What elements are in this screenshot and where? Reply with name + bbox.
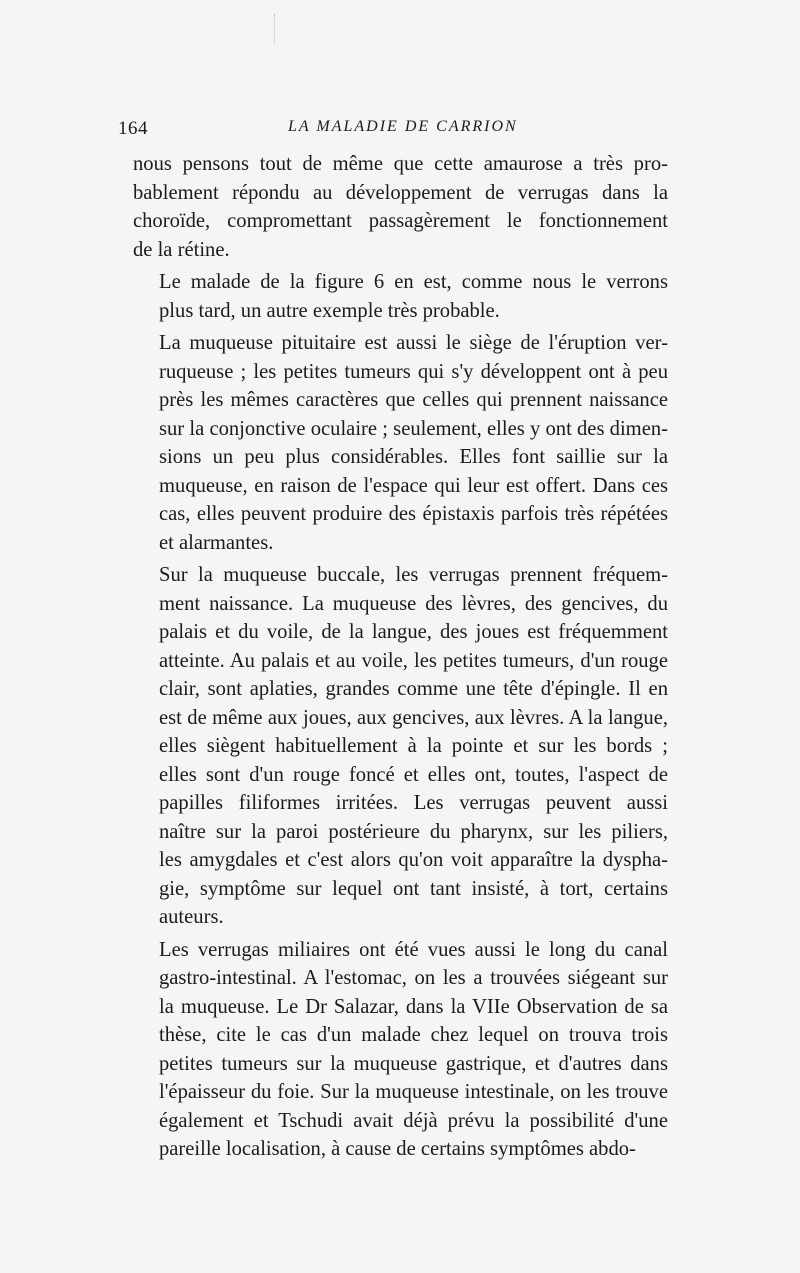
paragraph	[133, 936, 668, 1164]
text-line: naître sur la paroi postérieure du pharynx, sur les piliers,	[159, 820, 668, 843]
paragraph	[133, 268, 668, 325]
text-line: elles siègent habituellement à la pointe et sur les bords ;	[159, 735, 668, 757]
running-header	[118, 118, 678, 142]
text-line: plus tard, un autre exemple très probable.	[159, 299, 500, 322]
text-line: La muqueuse pituitaire est aussi le siège de l'éruption ver-	[159, 332, 668, 354]
text-line: gastro-intestinal. A l'estomac, on les a trouvées siégeant sur	[159, 967, 668, 989]
text-line: palais et du voile, de la langue, des joues est fréquemment	[159, 621, 668, 643]
text-line: également et Tschudi avait déjà prévu la possibilité d'une	[159, 1109, 668, 1132]
text-line: pareille localisation, à cause de certains symptômes abdo-	[159, 1138, 636, 1160]
running-title: LA MALADIE DE CARRION	[288, 118, 518, 135]
text-line: l'épaisseur du foie. Sur la muqueuse intestinale, on les trouve	[159, 1081, 668, 1103]
text-line: muqueuse, en raison de l'espace qui leur est offert. Dans ces	[159, 474, 668, 497]
body-text	[133, 150, 668, 1164]
text-line: ment naissance. La muqueuse des lèvres, des gencives, du	[159, 592, 668, 615]
text-line: sions un peu plus considérables. Elles font saillie sur la	[159, 446, 668, 468]
text-line: papilles filiformes irritées. Les verrugas peuvent aussi	[159, 792, 668, 814]
page-number: 164	[118, 118, 148, 139]
paragraph	[133, 329, 668, 557]
text-line: Le malade de la figure 6 en est, comme nous le verrons	[159, 271, 668, 293]
paragraph	[133, 150, 668, 264]
text-line: Les verrugas miliaires ont été vues aussi le long du canal	[159, 938, 668, 961]
text-line: de la rétine.	[133, 238, 230, 261]
text-line: Sur la muqueuse buccale, les verrugas prennent fréquem-	[159, 564, 668, 586]
text-line: sur la conjonctive oculaire ; seulement, elles y ont des dimen-	[159, 417, 668, 440]
text-line: bablement répondu au développement de verrugas dans la	[133, 181, 668, 204]
text-line: atteinte. Au palais et au voile, les petites tumeurs, d'un rouge	[159, 649, 668, 672]
text-line: la muqueuse. Le Dr Salazar, dans la VIIe Observation de sa	[159, 995, 668, 1018]
text-line: cas, elles peuvent produire des épistaxis parfois très répétées	[159, 503, 668, 525]
text-line: clair, sont aplaties, grandes comme une tête d'épingle. Il en	[159, 678, 668, 700]
text-line: nous pensons tout de même que cette amaurose a très pro-	[133, 153, 668, 175]
text-line: les amygdales et c'est alors qu'on voit apparaître la dyspha-	[159, 849, 668, 871]
paragraph	[133, 561, 668, 932]
text-line: petites tumeurs sur la muqueuse gastrique, et d'autres dans	[159, 1052, 668, 1075]
text-line: et alarmantes.	[159, 531, 274, 554]
text-line: elles sont d'un rouge foncé et elles ont, toutes, l'aspect de	[159, 763, 668, 786]
text-line: près les mêmes caractères que celles qui prennent naissance	[159, 389, 668, 411]
text-line: choroïde, compromettant passagèrement le fonctionnement	[133, 210, 668, 232]
text-line: est de même aux joues, aux gencives, aux lèvres. A la langue,	[159, 706, 668, 729]
text-line: ruqueuse ; les petites tumeurs qui s'y développent ont à peu	[159, 360, 668, 383]
text-line: thèse, cite le cas d'un malade chez lequel on trouva trois	[159, 1024, 668, 1046]
text-line: gie, symptôme sur lequel ont tant insisté, à tort, certains	[159, 877, 668, 900]
text-line: auteurs.	[159, 906, 224, 928]
scan-artifact	[274, 14, 277, 44]
